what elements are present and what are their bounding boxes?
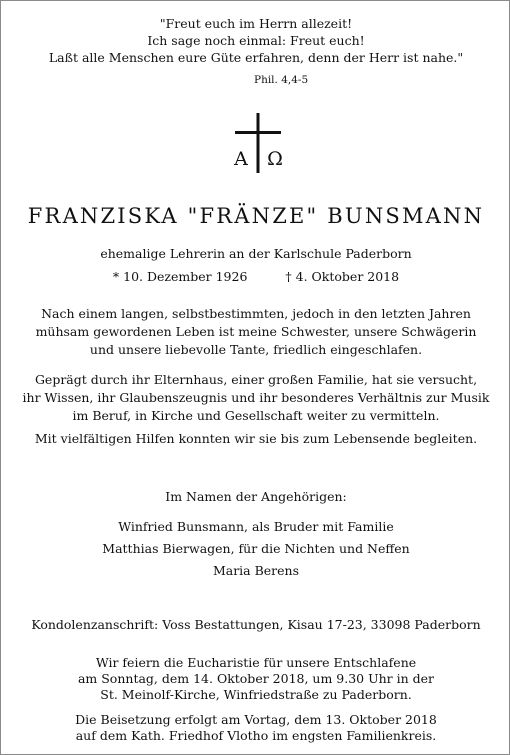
alpha-symbol: A [234, 148, 248, 170]
burial-notice [1, 712, 510, 744]
paragraph-life [1, 371, 510, 425]
relative-item: Maria Berens [212, 563, 300, 578]
mass-notice [1, 655, 510, 703]
condolence-address: Kondolenzanschrift: Voss Bestattungen, Kisau 17-23, 33098 Paderborn [31, 617, 481, 632]
cross-icon [231, 113, 285, 173]
paragraph-line: Mit vielfältigen Hilfen konnten wir sie bis zum Lebensende begleiten. [34, 431, 478, 446]
verse-reference: Phil. 4,4-5 [254, 74, 309, 86]
verse-line: Laßt alle Menschen eure Güte erfahren, denn der Herr ist nahe." [48, 50, 464, 65]
burial-line: auf dem Kath. Friedhof Vlotho im engsten Familienkreis. [75, 728, 437, 743]
omega-symbol: Ω [267, 148, 283, 170]
death-date: † 4. Oktober 2018 [285, 269, 400, 284]
relative-item: Winfried Bunsmann, als Bruder mit Familie [118, 519, 394, 534]
life-dates [1, 269, 510, 284]
occupation: ehemalige Lehrerin an der Karlschule Paderborn [100, 246, 412, 261]
deceased-name: FRANZISKA "FRÄNZE" BUNSMANN [27, 204, 485, 228]
verse-line: "Freut euch im Herrn allezeit! [159, 16, 353, 31]
burial-line: Die Beisetzung erfolgt am Vortag, dem 13. Oktober 2018 [75, 712, 437, 727]
on-behalf-heading: Im Namen der Angehörigen: [165, 489, 347, 504]
paragraph-line: Nach einem langen, selbstbestimmten, jedoch in den letzten Jahren [41, 306, 471, 321]
mass-line: St. Meinolf-Kirche, Winfriedstraße zu Paderborn. [100, 687, 412, 702]
paragraph-line: und unsere liebevolle Tante, friedlich eingeschlafen. [89, 342, 423, 357]
birth-date: * 10. Dezember 1926 [112, 269, 248, 284]
paragraph-care [1, 430, 510, 448]
paragraph-line: mühsam gewordenen Leben ist meine Schwester, unsere Schwägerin [35, 324, 477, 339]
mass-line: Wir feiern die Eucharistie für unsere Entschlafene [95, 655, 417, 670]
paragraph-line: im Beruf, in Kirche und Gesellschaft weiter zu vermitteln. [72, 408, 440, 423]
verse-line: Ich sage noch einmal: Freut euch! [147, 33, 365, 48]
paragraph-passing [1, 305, 510, 359]
relative-item: Matthias Bierwagen, für die Nichten und Neffen [102, 541, 410, 556]
relatives-list [1, 516, 510, 582]
mass-line: am Sonntag, dem 14. Oktober 2018, um 9.30 Uhr in der [77, 671, 435, 686]
bible-verse [1, 15, 510, 66]
paragraph-line: Geprägt durch ihr Elternhaus, einer großen Familie, hat sie versucht, [34, 372, 478, 387]
paragraph-line: ihr Wissen, ihr Glaubenszeugnis und ihr besonderes Verhältnis zur Musik [22, 390, 490, 405]
